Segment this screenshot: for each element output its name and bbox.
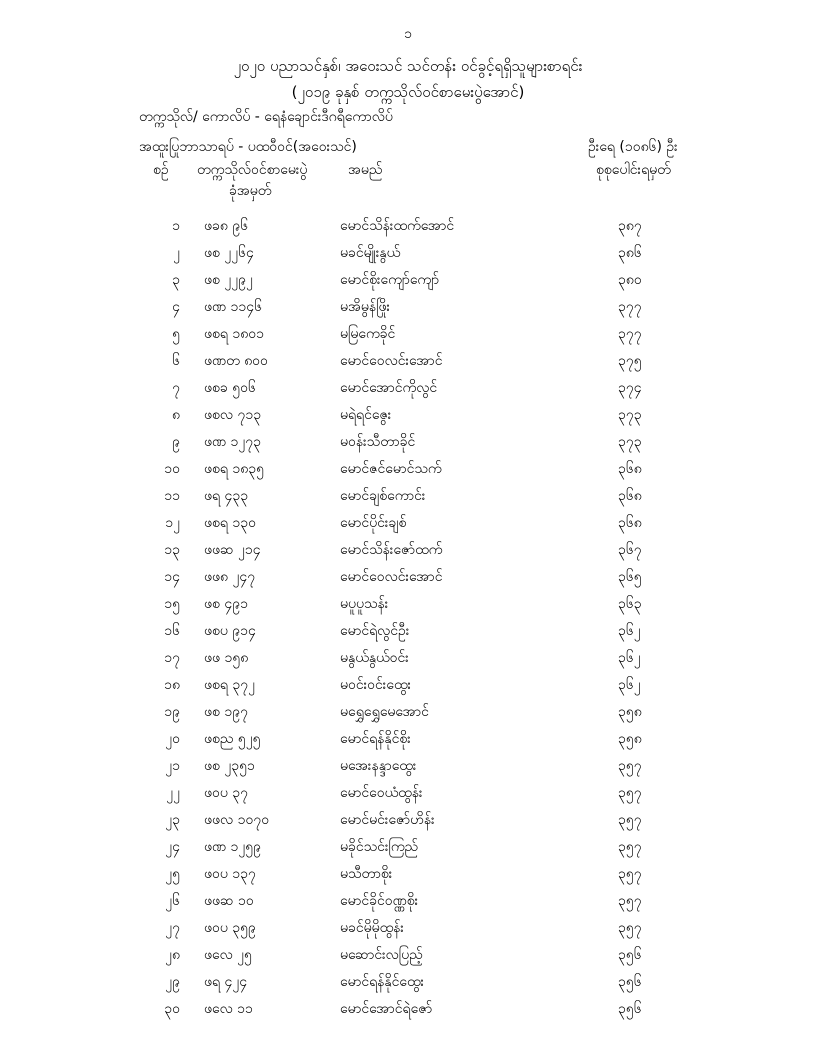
row-score: ၃၅၇ — [618, 893, 642, 909]
table-row — [0, 428, 816, 455]
table-row — [0, 617, 816, 644]
row-score: ၃၆၈ — [618, 488, 642, 504]
row-serial-no: ၂၃ — [165, 812, 180, 828]
row-roll-number: ဖဖဆ ၁၀ — [204, 893, 254, 909]
row-score: ၃၅၇ — [618, 812, 642, 828]
row-roll-number: ဖဖ ၁၅၈ — [204, 650, 249, 666]
table-row — [0, 671, 816, 698]
header-serial-no: စဉ် — [153, 162, 169, 178]
row-name: မောင်ရန်နိုင်စိုး — [340, 731, 411, 747]
row-score: ၃၅၆ — [618, 947, 642, 963]
row-serial-no: ၁၆ — [164, 623, 180, 639]
row-roll-number: ဖစရ ၁၃၀ — [204, 515, 256, 531]
row-name: မောင်ခိုင်ဝဏ္ဏစိုး — [340, 893, 419, 909]
row-serial-no: ၁၅ — [164, 596, 180, 612]
row-score: ၃၅၆ — [618, 974, 642, 990]
row-roll-number: ဖဏ ၁၂၇၃ — [204, 434, 262, 450]
header-name: အမည် — [348, 162, 383, 178]
row-score: ၃၆၃ — [618, 596, 642, 612]
row-score: ၃၇၄ — [618, 380, 642, 396]
row-roll-number: ဖဝပ ၁၃၇ — [204, 866, 256, 882]
table-row — [0, 779, 816, 806]
row-roll-number: ဖစည ၅၂၅ — [204, 731, 261, 747]
row-roll-number: ဖလေ ၂၅ — [204, 947, 252, 963]
row-score: ၃၇၇ — [618, 299, 642, 315]
row-roll-number: ဖခ၈ ၉၆ — [204, 218, 249, 234]
row-serial-no: ၂၇ — [165, 920, 180, 936]
row-serial-no: ၁၈ — [164, 677, 180, 693]
table-row — [0, 266, 816, 293]
row-serial-no: ၄ — [172, 299, 180, 315]
row-score: ၃၅၇ — [618, 839, 642, 855]
row-serial-no: ၂၅ — [165, 866, 180, 882]
row-name: မောင်ဝေလင်းအောင် — [340, 353, 443, 369]
row-score: ၃၅၇ — [618, 758, 642, 774]
row-serial-no: ၇ — [172, 380, 180, 396]
row-roll-number: ဖဖလ ၁၀၇၀ — [204, 812, 270, 828]
row-roll-number: ဖဖ၈ ၂၄၇ — [204, 569, 256, 585]
row-score: ၃၆၅ — [618, 569, 642, 585]
row-roll-number: ဖစခ ၅၀၆ — [204, 380, 256, 396]
row-serial-no: ၁၀ — [164, 461, 180, 477]
row-serial-no: ၁၃ — [164, 542, 180, 558]
row-serial-no: ၂၉ — [165, 974, 180, 990]
document-title: ၂၀၂၀ ပညာသင်နှစ်၊ အဝေးသင် သင်တန်း ဝင်ခွင့်ရရှိသူများစာရင်း — [233, 57, 583, 75]
table-row — [0, 752, 816, 779]
row-score: ၃၅၇ — [618, 785, 642, 801]
row-name: မောင်အောင်ကိုလွင် — [340, 380, 438, 396]
row-name: မောင်မင်းဇော်ဟိန်း — [340, 812, 435, 828]
table-row — [0, 455, 816, 482]
row-roll-number: ဖဏတ ၈၀၀ — [204, 353, 268, 369]
row-name: မောင်သိန်းထက်အောင် — [340, 218, 455, 234]
table-row — [0, 725, 816, 752]
row-roll-number: ဖဝပ ၃၅၉ — [204, 920, 256, 936]
row-roll-number: ဖစရ ၃၇၂ — [204, 677, 255, 693]
row-score: ၃၆၂ — [618, 623, 641, 639]
row-score: ၃၈၀ — [618, 272, 642, 288]
table-row — [0, 401, 816, 428]
row-name: မောင်ချစ်ကောင်း — [340, 488, 426, 504]
row-name: မရွှေရွှေမေအောင် — [340, 704, 429, 720]
row-serial-no: ၆ — [172, 353, 180, 369]
row-score: ၃၇၇ — [618, 326, 642, 342]
row-serial-no: ၁၉ — [164, 704, 180, 720]
row-roll-number: ဖစ ၂၂၉၂ — [204, 272, 253, 288]
row-score: ၃၅၇ — [618, 920, 642, 936]
table-row — [0, 482, 816, 509]
table-row — [0, 698, 816, 725]
table-row — [0, 941, 816, 968]
table-row — [0, 347, 816, 374]
row-score: ၃၆၇ — [618, 542, 642, 558]
table-row — [0, 293, 816, 320]
row-name: မခိုင်သင်းကြည် — [340, 839, 419, 855]
row-serial-no: ၁၄ — [164, 569, 180, 585]
row-serial-no: ၂၂ — [166, 785, 180, 801]
row-roll-number: ဖစရ ၁၈၀၁ — [204, 326, 264, 342]
table-row — [0, 833, 816, 860]
row-serial-no: ၂၆ — [165, 893, 180, 909]
row-score: ၃၇၃ — [618, 434, 642, 450]
row-score: ၃၅၈ — [618, 704, 642, 720]
total-count: ဦးရေ (၁၀၈၆) ဦး — [588, 139, 678, 155]
row-name: မနွယ်နွယ်ဝင်း — [340, 650, 409, 666]
header-roll-number: တက္ကသိုလ်ဝင်စာမေးပွဲ — [197, 162, 308, 178]
header-roll-number-line2: ခုံအမှတ် — [229, 183, 272, 199]
row-roll-number: ဖစရ ၁၈၃၅ — [204, 461, 264, 477]
row-serial-no: ၈ — [172, 407, 180, 423]
row-name: မောင်ဝေယံထွန်း — [340, 785, 423, 801]
row-score: ၃၈၆ — [618, 245, 642, 261]
row-score: ၃၈၇ — [618, 218, 642, 234]
document-subtitle: (၂၀၁၉ ခုနှစ် တက္ကသိုလ်ဝင်စာမေးပွဲအောင်) — [291, 83, 525, 101]
row-score: ၃၆၂ — [618, 677, 641, 693]
row-name: မဝန်းသီတာခိုင် — [340, 434, 416, 450]
table-row — [0, 914, 816, 941]
row-roll-number: ဖစ ၂၃၅၁ — [204, 758, 255, 774]
table-row — [0, 968, 816, 995]
table-row — [0, 590, 816, 617]
table-row — [0, 536, 816, 563]
row-serial-no: ၁ — [172, 218, 180, 234]
row-roll-number: ဖရ ၄၃၃ — [204, 488, 249, 504]
row-score: ၃၇၅ — [618, 353, 642, 369]
row-serial-no: ၅ — [172, 326, 180, 342]
row-name: မဆောင်းလပြည့် — [340, 947, 423, 963]
row-name: မောင်ဝေလင်းအောင် — [340, 569, 443, 585]
row-name: မောင်ဇင်မောင်သက် — [340, 461, 442, 477]
row-roll-number: ဖဝပ ၃၇ — [204, 785, 249, 801]
header-total-score: စုစုပေါင်းရမှတ် — [596, 162, 671, 178]
row-serial-no: ၂၄ — [165, 839, 180, 855]
table-row — [0, 860, 816, 887]
row-name: မခင်မိုမိုထွန်း — [340, 920, 404, 936]
table-row — [0, 563, 816, 590]
row-serial-no: ၂၁ — [165, 758, 180, 774]
row-name: မခင်မျိုးနွယ် — [340, 245, 401, 261]
row-name: မရဲရင်ဇွေး — [340, 407, 392, 423]
row-serial-no: ၂၀ — [165, 731, 180, 747]
row-name: မအေးနန္ဒာထွေး — [340, 758, 417, 774]
table-row — [0, 509, 816, 536]
row-roll-number: ဖစ ၁၉၇ — [204, 704, 248, 720]
row-name: မောင်ရန်နိုင်ထွေး — [340, 974, 425, 990]
table-row — [0, 374, 816, 401]
row-serial-no: ၂၈ — [165, 947, 180, 963]
row-serial-no: ၁၁ — [164, 488, 180, 504]
row-name: မအိမွန်ဖြိုး — [340, 299, 390, 315]
page-number: ၁ — [404, 26, 412, 42]
table-row — [0, 212, 816, 239]
row-score: ၃၆၈ — [618, 515, 642, 531]
row-roll-number: ဖရ ၄၂၄ — [204, 974, 248, 990]
row-score: ၃၅၆ — [618, 1001, 642, 1017]
row-serial-no: ၁၇ — [164, 650, 180, 666]
row-name: မဝင်းဝင်းထွေး — [340, 677, 412, 693]
row-roll-number: ဖစပ ၉၁၄ — [204, 623, 256, 639]
table-row — [0, 644, 816, 671]
row-serial-no: ၁၂ — [165, 515, 180, 531]
row-name: မပူပူသန်း — [340, 596, 389, 612]
table-row — [0, 995, 816, 1022]
row-roll-number: ဖဏ ၁၂၅၉ — [204, 839, 262, 855]
row-name: မောင်စိုးကျော်ကျော် — [340, 272, 440, 288]
row-serial-no: ၃ — [172, 272, 180, 288]
table-row — [0, 887, 816, 914]
row-score: ၃၆၈ — [618, 461, 642, 477]
row-roll-number: ဖလေ ၁၁ — [204, 1001, 253, 1017]
table-row — [0, 806, 816, 833]
row-roll-number: ဖစ ၄၉၁ — [204, 596, 248, 612]
row-name: မောင်သိန်းဇော်ထက် — [340, 542, 443, 558]
table-row — [0, 239, 816, 266]
row-score: ၃၅၈ — [618, 731, 642, 747]
row-name: မမြကေခိုင် — [340, 326, 396, 342]
row-name: မောင်ရဲလွင်ဦး — [340, 623, 410, 639]
row-name: မသီတာစိုး — [340, 866, 393, 882]
row-serial-no: ၉ — [172, 434, 180, 450]
row-roll-number: ဖဖဆ ၂၁၄ — [204, 542, 261, 558]
university-line: တက္ကသိုလ်/ ကောလိပ် - ရေနံချောင်းဒီဂရီကောလိပ် — [139, 109, 393, 125]
row-serial-no: ၂ — [173, 245, 180, 261]
row-score: ၃၆၂ — [618, 650, 641, 666]
subject-line: အထူးပြုဘာသာရပ် - ပထဝီဝင်(အဝေးသင်) — [139, 139, 357, 155]
row-name: မောင်အောင်ရဲဇော် — [340, 1001, 433, 1017]
row-name: မောင်ပိုင်းချစ် — [340, 515, 407, 531]
row-score: ၃၅၇ — [618, 866, 642, 882]
table-row — [0, 320, 816, 347]
results-table — [0, 212, 816, 1022]
row-score: ၃၇၃ — [618, 407, 642, 423]
row-roll-number: ဖစ ၂၂၆၄ — [204, 245, 254, 261]
row-roll-number: ဖစလ ၇၁၃ — [204, 407, 262, 423]
row-serial-no: ၃၀ — [164, 1001, 180, 1017]
row-roll-number: ဖဏ ၁၁၄၆ — [204, 299, 263, 315]
